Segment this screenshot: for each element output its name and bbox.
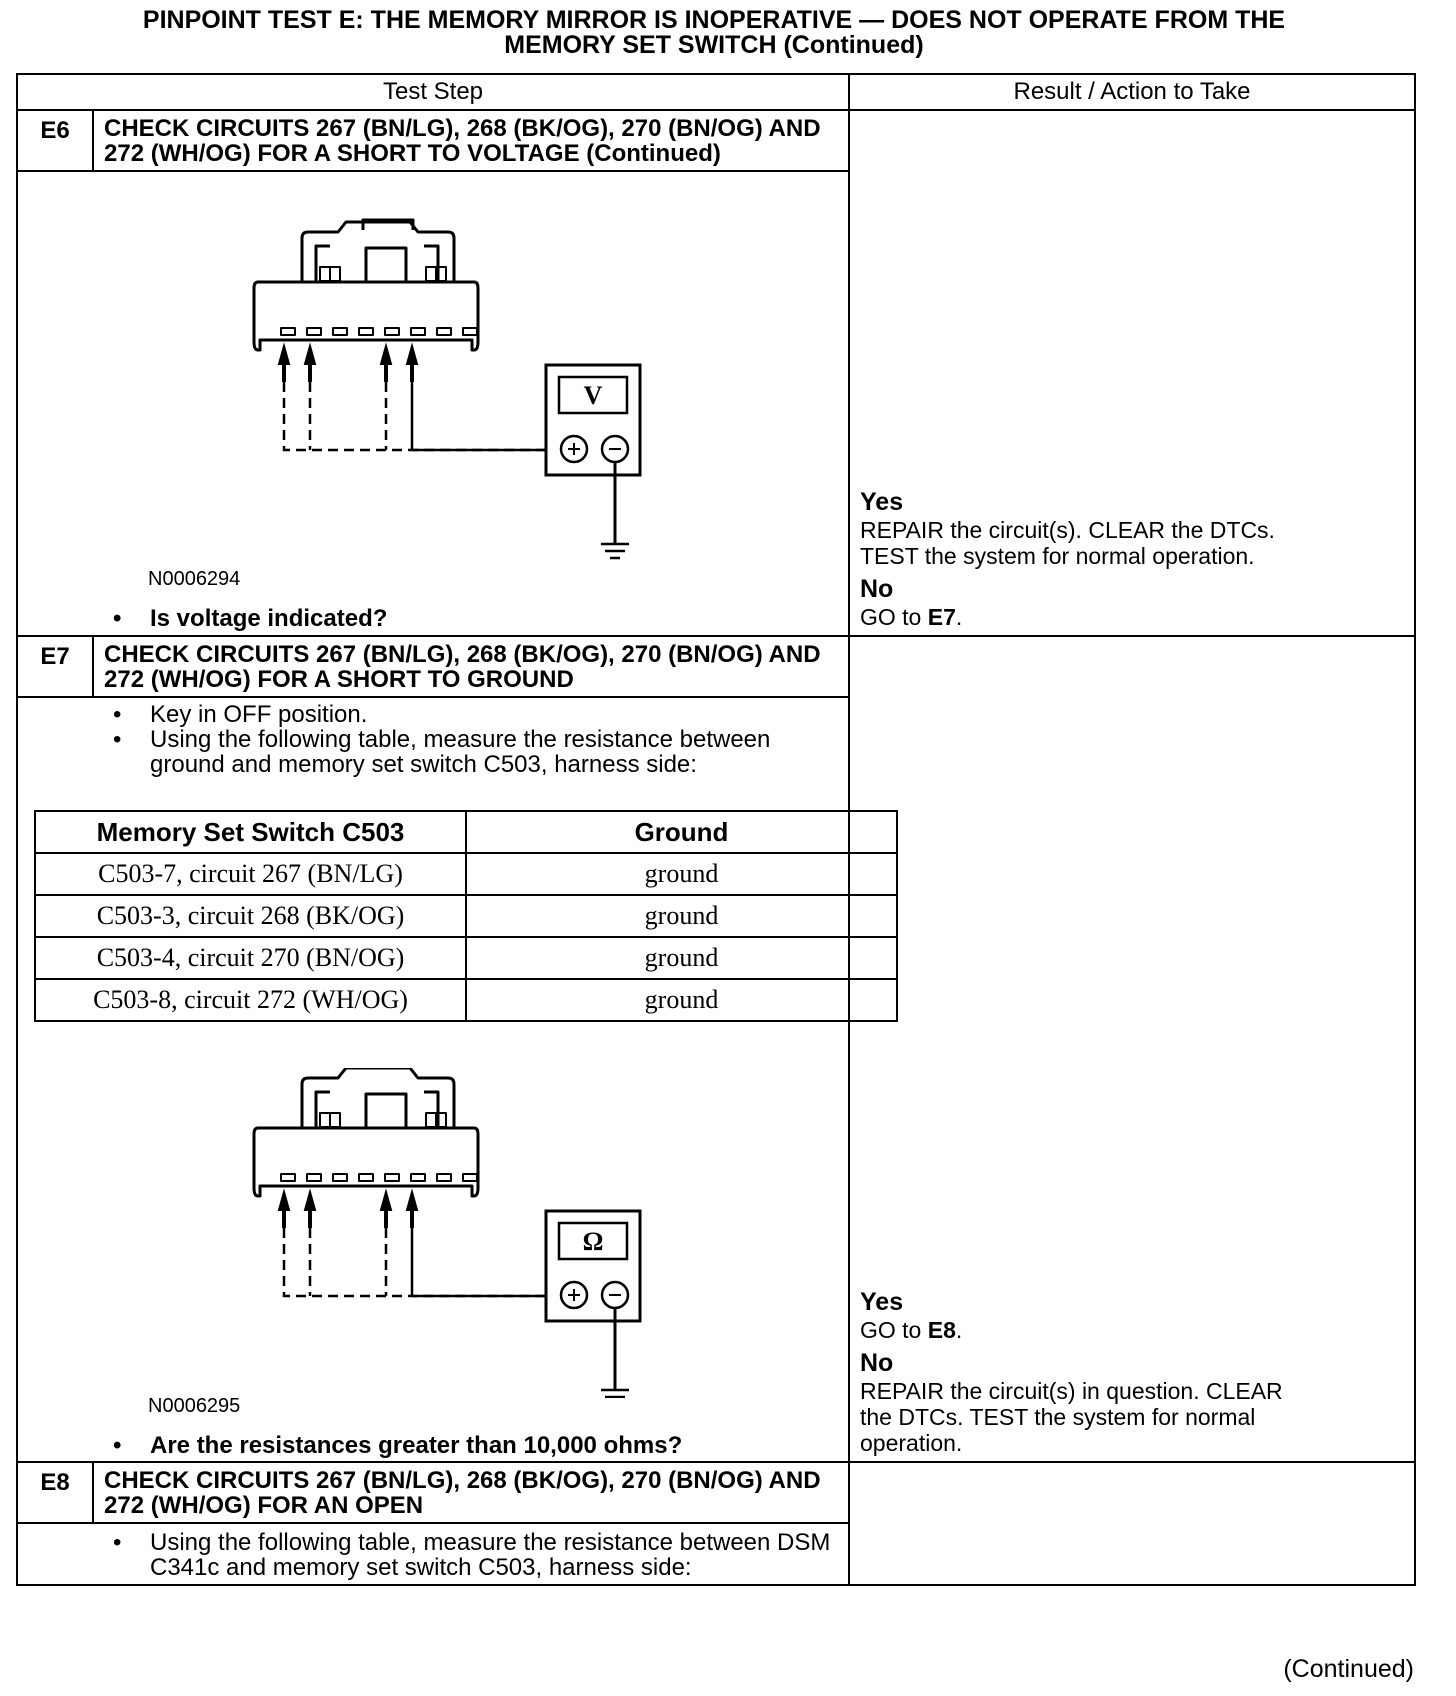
no-label: No (860, 575, 894, 603)
no-action-suffix: . (955, 604, 963, 630)
measurement-table (34, 810, 898, 1022)
yes-action-suffix: . (955, 1317, 963, 1343)
column-header: Memory Set Switch C503 (35, 811, 466, 853)
table-cell: ground (466, 895, 897, 937)
pinpoint-test-table (16, 73, 1416, 1586)
result-header: Result / Action to Take (849, 74, 1415, 110)
step-title-line1: CHECK CIRCUITS 267 (BN/LG), 268 (BK/OG), 270 (BN/OG) AND (104, 115, 821, 142)
table-cell: C503-8, circuit 272 (WH/OG) (35, 979, 466, 1021)
probe-icon (279, 346, 417, 382)
step-instruction-line2: ground and memory set switch C503, harness side: (150, 751, 697, 778)
table-cell: ground (466, 979, 897, 1021)
goto-step-link[interactable]: E8 (927, 1317, 956, 1343)
no-action-prefix: GO to (860, 604, 928, 630)
step-id: E7 (17, 636, 93, 697)
table-row (35, 853, 897, 895)
step-e6-result (849, 110, 1415, 636)
yes-action-line2: TEST the system for normal operation. (860, 543, 1255, 569)
test-lead-wire (284, 382, 556, 450)
table-row (35, 979, 897, 1021)
ohmmeter-test-diagram (18, 1068, 848, 1398)
table-cell: C503-4, circuit 270 (BN/OG) (35, 937, 466, 979)
step-title (93, 110, 849, 171)
step-instruction-line1: • Using the following table, measure the resistance between DSM (150, 1529, 831, 1556)
goto-step-link[interactable]: E7 (927, 604, 956, 630)
meter-display: Ω (582, 1227, 604, 1256)
ground-icon (601, 1390, 629, 1397)
table-row (35, 895, 897, 937)
column-header: Ground (466, 811, 897, 853)
step-id: E6 (17, 110, 93, 171)
connector-icon (254, 1068, 478, 1196)
table-header-row (17, 74, 1415, 110)
yes-action-line1: REPAIR the circuit(s). CLEAR the DTCs. (860, 517, 1275, 543)
figure-reference: N0006294 (148, 568, 241, 590)
no-action-line2: the DTCs. TEST the system for normal (860, 1404, 1256, 1430)
step-title (93, 1462, 849, 1523)
step-e7-body (17, 697, 849, 1462)
no-action-line1: REPAIR the circuit(s) in question. CLEAR (860, 1378, 1283, 1404)
page-title-line1: PINPOINT TEST E: THE MEMORY MIRROR IS INOPERATIVE — DOES NOT OPERATE FROM THE (142, 6, 1286, 34)
ground-icon (601, 544, 629, 558)
step-title (93, 636, 849, 697)
table-row (35, 937, 897, 979)
yes-action-prefix: GO to (860, 1317, 928, 1343)
step-question: • Are the resistances greater than 10,000 ohms? (18, 1433, 848, 1458)
step-instruction: • Key in OFF position. (18, 702, 848, 727)
table-cell: ground (466, 937, 897, 979)
no-label: No (860, 1349, 894, 1377)
page-title-line2: MEMORY SET SWITCH (Continued) (504, 31, 924, 59)
step-title-line1: CHECK CIRCUITS 267 (BN/LG), 268 (BK/OG), 270 (BN/OG) AND (104, 641, 821, 668)
test-step-header: Test Step (17, 74, 849, 110)
continued-note: (Continued) (1283, 1655, 1414, 1683)
step-e6-body (17, 171, 849, 636)
step-e8-body (17, 1523, 849, 1585)
table-cell: C503-3, circuit 268 (BK/OG) (35, 895, 466, 937)
step-e8-result (849, 1462, 1415, 1585)
table-cell: ground (466, 853, 897, 895)
voltmeter-test-diagram (18, 172, 848, 602)
step-e6-title-row (17, 110, 1415, 171)
step-question: • Is voltage indicated? (18, 606, 848, 631)
step-title-line2: 272 (WH/OG) FOR A SHORT TO GROUND (104, 666, 574, 693)
step-title-line2: 272 (WH/OG) FOR A SHORT TO VOLTAGE (Continued) (104, 140, 721, 167)
table-cell: C503-7, circuit 267 (BN/LG) (35, 853, 466, 895)
step-instruction-line1: • Using the following table, measure the resistance between (150, 726, 771, 753)
step-e8-title-row (17, 1462, 1415, 1523)
step-instruction-line2: C341c and memory set switch C503, harness side: (150, 1554, 692, 1581)
step-title-line1: CHECK CIRCUITS 267 (BN/LG), 268 (BK/OG), 270 (BN/OG) AND (104, 1467, 821, 1494)
step-id: E8 (17, 1462, 93, 1523)
yes-label: Yes (860, 488, 904, 516)
yes-action (860, 1317, 1404, 1343)
no-action-line3: operation. (860, 1430, 963, 1456)
test-lead-wire (284, 1228, 556, 1296)
probe-icon (279, 1192, 417, 1228)
measurement-table-header (35, 811, 897, 853)
no-action (860, 604, 1404, 630)
step-instruction (18, 1530, 848, 1580)
step-title-line2: 272 (WH/OG) FOR AN OPEN (104, 1492, 424, 1519)
yes-label: Yes (860, 1288, 904, 1316)
figure-reference: N0006295 (148, 1395, 241, 1417)
connector-icon (254, 220, 478, 350)
meter-display: V (583, 381, 603, 410)
page-title (16, 8, 1412, 58)
step-instruction (18, 727, 848, 777)
step-e7-title-row (17, 636, 1415, 697)
step-e7-result (849, 636, 1415, 1462)
